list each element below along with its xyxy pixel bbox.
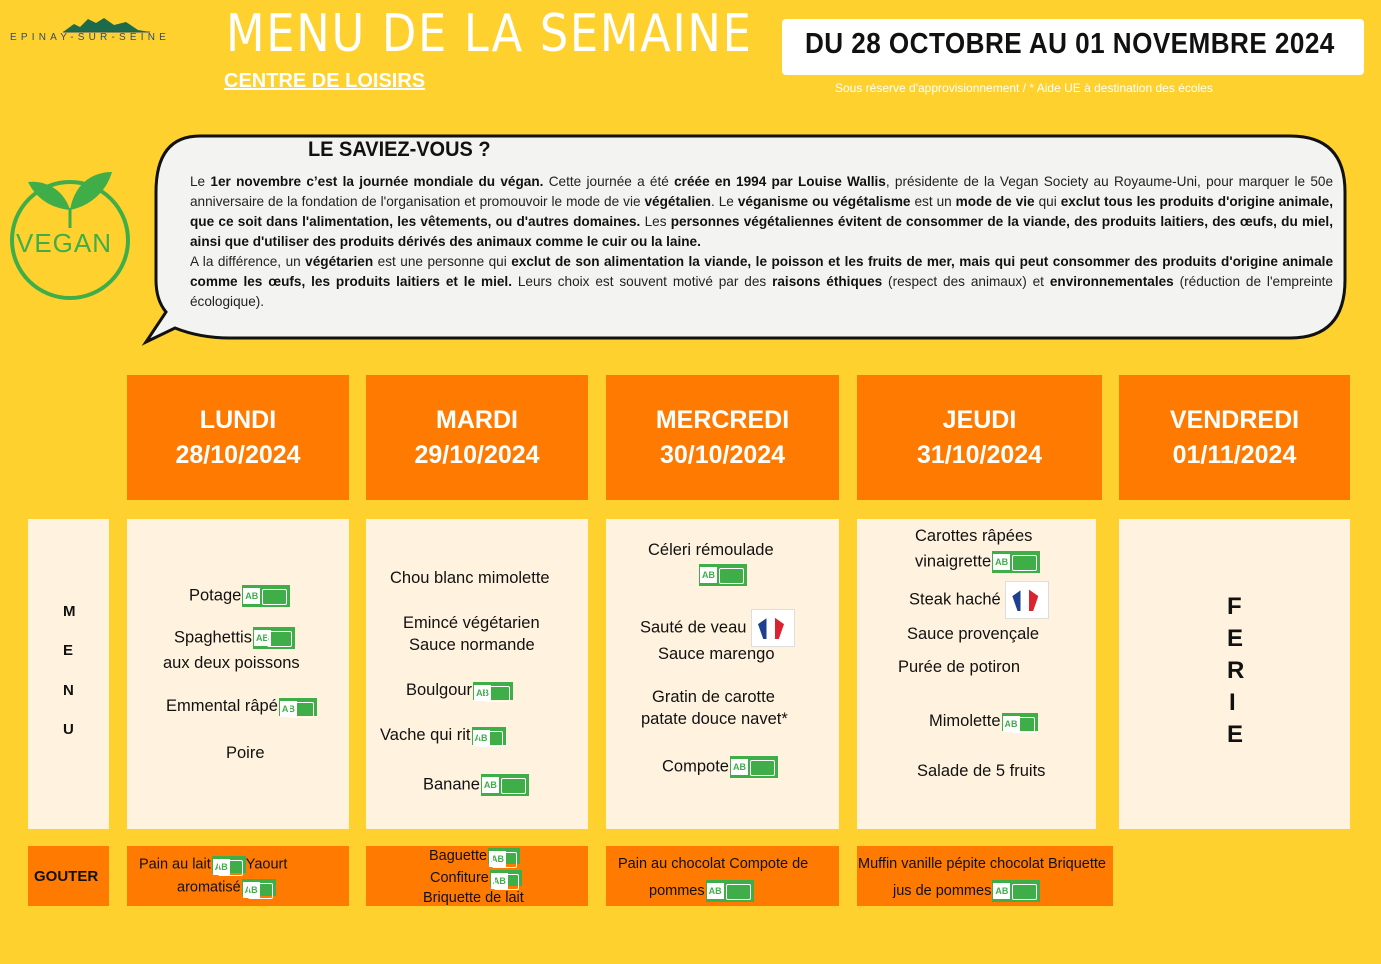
gouter-item: ConfitureAB <box>430 870 522 886</box>
day-header-mardi <box>366 375 588 500</box>
vegan-logo-text: VEGAN <box>16 228 113 258</box>
menu-item: Purée de potiron <box>898 658 1021 676</box>
day-date: 28/10/2024 <box>175 440 301 469</box>
organic-label-icon <box>279 698 317 716</box>
holiday-letter: E <box>1227 721 1244 748</box>
holiday-letter: R <box>1227 657 1245 684</box>
menu-cell-vendredi <box>1119 519 1350 829</box>
menu-item: vinaigretteAB <box>915 551 1040 573</box>
menu-item: PotageAB <box>189 585 290 607</box>
day-date: 01/11/2024 <box>1172 440 1297 469</box>
organic-label-icon <box>490 870 522 886</box>
menu-item: BananeAB <box>423 774 529 796</box>
menu-item: Vache qui ritAB <box>380 726 506 745</box>
gouter-cell-mardi <box>366 846 588 906</box>
organic-label-icon <box>730 756 778 778</box>
menu-item: BoulgourAB <box>406 681 513 700</box>
menu-item: Sauté de veau <box>640 609 795 647</box>
gouter-item: Briquette de lait <box>423 890 524 906</box>
menu-item: Sauce provençale <box>907 625 1040 643</box>
gouter-item: pommesAB <box>649 880 754 902</box>
organic-label-icon <box>242 879 276 896</box>
page-title: MENU DE LA SEMAINE <box>226 4 753 64</box>
date-range: DU 28 OCTOBRE AU 01 NOVEMBRE 2024 <box>805 28 1335 60</box>
gouter-item: Muffin vanille pépite chocolat Briquette <box>858 856 1106 872</box>
day-name: MARDI <box>436 405 518 434</box>
organic-label-icon <box>488 848 520 864</box>
menu-item: Sauce marengo <box>658 645 775 663</box>
gouter-item: Pain au chocolat Compote de <box>618 856 809 872</box>
menu-item: Emincé végétarien <box>403 614 540 632</box>
day-name: LUNDI <box>199 405 277 434</box>
organic-label-icon <box>706 880 754 902</box>
organic-label-icon <box>473 682 513 700</box>
menu-item: CompoteAB <box>662 756 778 778</box>
holiday-letter: I <box>1229 689 1236 716</box>
menu-item: Carottes râpées <box>915 527 1033 545</box>
day-name: JEUDI <box>942 405 1017 434</box>
gouter-side-label <box>28 846 109 906</box>
menu-item: MimoletteAB <box>929 712 1038 731</box>
info-text: Le 1er novembre c’est la journée mondiale du végan. Cette journée a été créée en 1994 par Louise Wallis, présidente de la Vegan Society au Royaume-Uni, pour marquer le 50e anniversaire de la fondation de l'organisation et promouvoir le mode de vie végétalien. Le véganisme ou végétalisme est un mode de vie qui exclut tous les produits d'origine animale, que ce soit dans l'alimentation, les vêtements, ou d'autres domaines. Les personnes végétaliennes évitent de consommer de la viande, des produits laitiers, des œufs, du miel, ainsi que d'utiliser des produits dérivés des animaux comme le cuir ou la laine. A la différence, un végétarien est une personne qui exclut de son alimentation la viande, le poisson et les fruits de mer, mais qui peut consommer des produits d'origine animale comme les œufs, les produits laitiers et le miel. Leurs choix est souvent motivé par des raisons éthiques (respect des animaux) et environnementales (réduction de l'empreinte écologique). <box>190 174 1334 309</box>
gouter-item: aromatiséAB <box>177 879 276 896</box>
city-logo-text: EPINAY-SUR-SEINE <box>10 32 171 43</box>
day-header-lundi <box>127 375 349 500</box>
day-header-mercredi <box>606 375 839 500</box>
gouter-cell-mercredi <box>606 846 839 906</box>
day-date: 29/10/2024 <box>414 440 540 469</box>
organic-label-icon <box>242 585 290 607</box>
day-date: 30/10/2024 <box>659 440 786 469</box>
menu-item: Poire <box>226 744 265 762</box>
day-name: VENDREDI <box>1169 405 1300 434</box>
menu-item: Emmental râpéAB <box>166 697 317 716</box>
menu-item: Gratin de carotte <box>652 688 775 706</box>
organic-label-icon <box>481 774 529 796</box>
gouter-item: jus de pommesAB <box>893 880 1040 902</box>
menu-letter: U <box>63 721 74 738</box>
french-veal-label-icon <box>751 609 795 647</box>
day-header-vendredi <box>1119 375 1350 500</box>
menu-cell-jeudi <box>857 519 1096 829</box>
supply-note: Sous réserve d'approvisionnement / * Aide UE à destination des écoles <box>835 81 1213 95</box>
menu-item: SpaghettisAB <box>174 627 295 649</box>
page-subtitle: CENTRE DE LOISIRS <box>224 70 426 92</box>
gouter-item: BaguetteAB <box>429 848 520 864</box>
menu-letter: N <box>63 682 74 699</box>
gouter-item: Pain au laitAB Yaourt <box>139 856 287 873</box>
menu-side-label <box>28 519 109 829</box>
holiday-letter: E <box>1227 625 1244 652</box>
organic-label-icon <box>472 727 506 745</box>
city-logo-icon <box>8 10 208 50</box>
menu-item: Céleri rémoulade <box>648 541 774 559</box>
vegan-logo-icon <box>6 150 136 300</box>
menu-item: Sauce normande <box>409 636 535 654</box>
organic-label-icon <box>212 856 246 873</box>
menu-item: Chou blanc mimolette <box>390 569 550 587</box>
organic-label-icon <box>1002 713 1038 731</box>
menu-letter: M <box>63 603 76 620</box>
organic-label-icon <box>253 627 295 649</box>
menu-letter: E <box>63 642 74 659</box>
menu-item: aux deux poissons <box>163 654 300 672</box>
gouter-label: GOUTER <box>34 868 99 885</box>
holiday-letter: F <box>1227 593 1242 620</box>
menu-cell-mardi <box>366 519 588 829</box>
menu-item: patate douce navet* <box>641 710 788 728</box>
french-beef-label-icon <box>1005 581 1049 619</box>
gouter-cell-lundi <box>127 846 349 906</box>
day-date: 31/10/2024 <box>916 440 1043 469</box>
day-name: MERCREDI <box>655 405 790 434</box>
gouter-cell-jeudi <box>857 846 1113 906</box>
day-header-jeudi <box>857 375 1102 500</box>
menu-cell-mercredi <box>606 519 839 829</box>
organic-label-icon <box>699 564 747 586</box>
menu-item: Steak haché <box>909 581 1049 619</box>
organic-label-icon <box>992 551 1040 573</box>
menu-cell-lundi <box>127 519 349 829</box>
info-title: LE SAVIEZ-VOUS ? <box>308 138 491 161</box>
menu-item: Salade de 5 fruits <box>917 762 1046 780</box>
organic-label-icon <box>992 880 1040 902</box>
